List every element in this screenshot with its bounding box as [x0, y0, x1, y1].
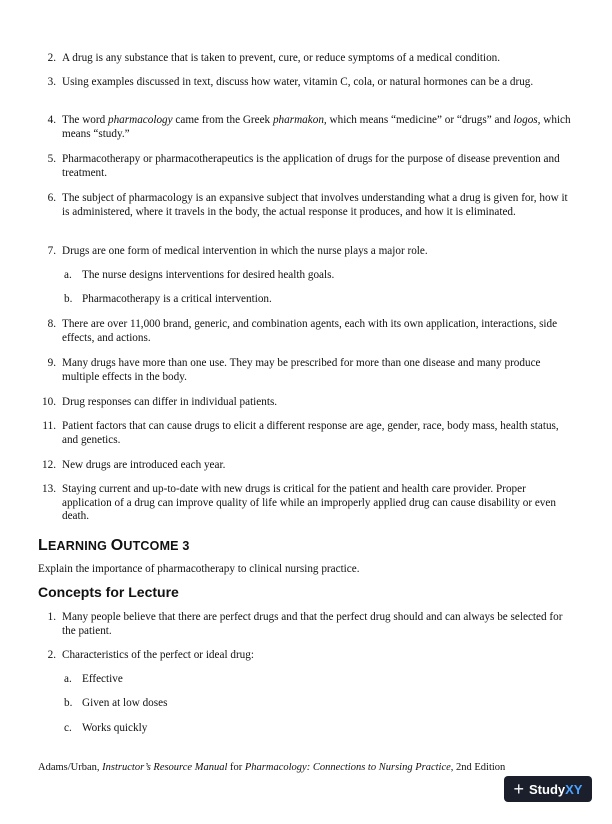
learning-outcome-heading: LEARNING OUTCOME 3 — [38, 537, 190, 554]
outcome-text: Explain the importance of pharmacotherapy to clinical nursing practice. — [38, 563, 360, 575]
list-item: 5. Pharmacotherapy or pharmacotherapeutics is the application of drugs for the purpose of disease prevention and treatment. — [47, 153, 560, 179]
list-item: 6. The subject of pharmacology is an expansive subject that involves understanding what a drug is given for, how it is administered, where it travels in the body, the actual response it produces, and how it is eliminated. — [47, 192, 568, 218]
sub-list-item: b. Given at low doses — [64, 697, 168, 709]
sub-list-item: a. The nurse designs interventions for desired health goals. — [64, 269, 335, 281]
list-item: 2. Characteristics of the perfect or ideal drug: — [47, 649, 254, 661]
studyxy-badge[interactable]: + StudyXY — [504, 776, 592, 802]
list-item: 3. Using examples discussed in text, discuss how water, vitamin C, cola, or natural hormones can be a drug. — [47, 76, 534, 88]
plus-icon: + — [513, 779, 525, 799]
list-item: 12. New drugs are introduced each year. — [42, 459, 226, 471]
list-item: 8. There are over 11,000 brand, generic, and combination agents, each with its own application, interactions, side effects, and actions. — [47, 318, 558, 344]
list-item: 11. Patient factors that can cause drugs to elicit a different response are age, gender, race, body mass, health status, and genetics. — [42, 420, 559, 446]
concepts-heading: Concepts for Lecture — [38, 584, 179, 600]
list-item: 13. Staying current and up-to-date with new drugs is critical for the patient and health care provider. Proper application of a drug can improve quality of life while an improperly applied drug can cause disability or even death. — [42, 483, 556, 522]
sub-list-item: c. Works quickly — [64, 722, 148, 734]
page-footer: Adams/Urban, Instructor’s Resource Manual for Pharmacology: Connections to Nursing Practice, 2nd Edition — [38, 762, 506, 773]
list-item: 2. A drug is any substance that is taken to prevent, cure, or reduce symptoms of a medical condition. — [47, 52, 501, 64]
list-item: 4. The word pharmacology came from the Greek pharmakon, which means “medicine” or “drugs” and logos, which means “study.” — [47, 114, 571, 140]
list-item: 7. Drugs are one form of medical intervention in which the nurse plays a major role. — [47, 245, 428, 257]
list-item: 10. Drug responses can differ in individual patients. — [42, 396, 278, 408]
list-item: 1. Many people believe that there are perfect drugs and that the perfect drug should and can always be selected for the patient. — [47, 611, 563, 637]
sub-list-item: b. Pharmacotherapy is a critical intervention. — [64, 293, 272, 305]
sub-list-item: a. Effective — [64, 673, 123, 685]
list-item: 9. Many drugs have more than one use. They may be prescribed for more than one disease and many produce multiple effects in the body. — [47, 357, 541, 383]
